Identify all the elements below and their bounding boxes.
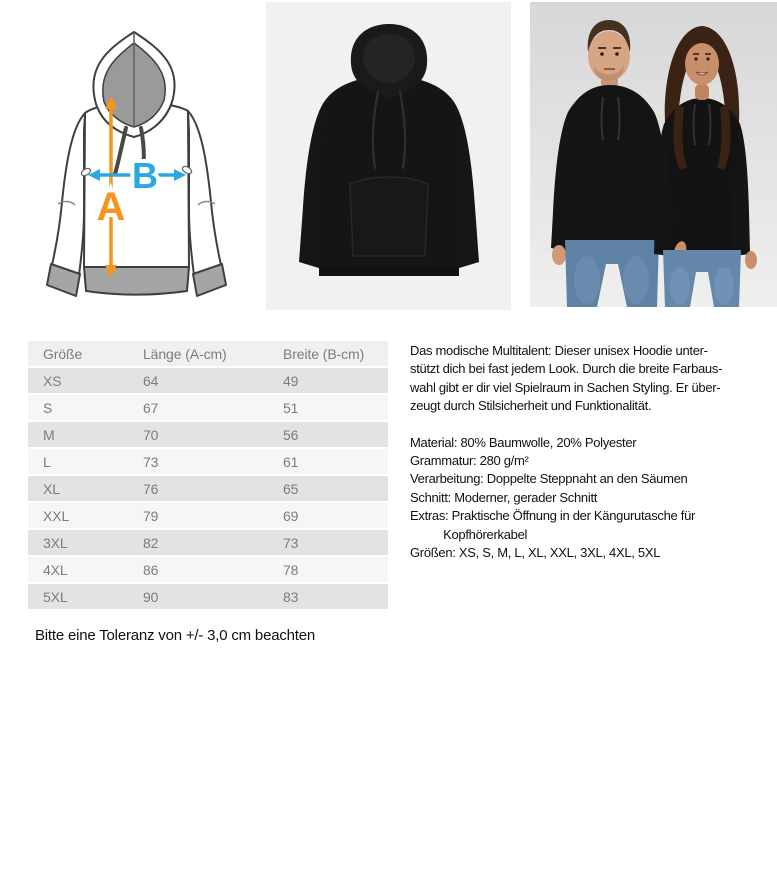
- length-label-a: A: [96, 185, 126, 229]
- man-left-eye: [600, 52, 604, 56]
- column-header-width: Breite (B-cm): [283, 345, 365, 362]
- description-line: wahl gibt er dir viel Spielraum in Sachen Styling. Er über-: [410, 379, 721, 395]
- width-cell: 56: [283, 426, 299, 443]
- length-cell: 70: [143, 426, 159, 443]
- size-table-body: [28, 368, 388, 609]
- size-table-row: [28, 557, 388, 582]
- width-cell: 69: [283, 507, 299, 524]
- woman-face: [685, 43, 719, 85]
- models-wearing-hoodies: [530, 2, 777, 310]
- length-cell: 86: [143, 561, 159, 578]
- size-cell: XL: [43, 480, 60, 497]
- hoodie-line-drawing: [22, 12, 250, 308]
- width-cell: 78: [283, 561, 299, 578]
- size-cell: 3XL: [43, 534, 68, 551]
- models-photo[interactable]: [530, 2, 777, 310]
- size-table-header: [28, 341, 388, 366]
- width-label-b: B: [132, 155, 158, 196]
- length-cell: 64: [143, 372, 159, 389]
- size-table-row: [28, 422, 388, 447]
- woman-right-eye: [706, 57, 709, 60]
- width-cell: 83: [283, 588, 299, 605]
- width-cell: 73: [283, 534, 299, 551]
- spec-line: Schnitt: Moderner, gerader Schnitt: [410, 489, 598, 505]
- width-cell: 51: [283, 399, 299, 416]
- size-table-row: [28, 584, 388, 609]
- kangaroo-pocket: [350, 177, 428, 256]
- size-table-row: [28, 368, 388, 393]
- width-cell: 65: [283, 480, 299, 497]
- size-table: [28, 341, 388, 611]
- size-cell: XXL: [43, 507, 70, 524]
- woman-hoodie-torso: [661, 98, 743, 252]
- length-cell: 76: [143, 480, 159, 497]
- description-line: zeugt durch Stilsicherheit und Funktionalität.: [410, 398, 652, 414]
- spec-line: Material: 80% Baumwolle, 20% Polyester: [410, 434, 637, 450]
- woman-left-hand: [745, 251, 757, 269]
- width-cell: 49: [283, 372, 299, 389]
- column-header-length: Länge (A-cm): [143, 345, 227, 362]
- description-intro: [410, 342, 770, 416]
- woman-jeans-wash-right: [714, 267, 734, 305]
- hoodie-right-sleeve: [188, 111, 221, 275]
- column-header-size: Größe: [43, 345, 83, 362]
- description-line: Das modische Multitalent: Dieser unisex Hoodie unter-: [410, 343, 708, 358]
- man-hoodie-torso: [563, 85, 660, 242]
- size-table-row: [28, 476, 388, 501]
- spec-line: Verarbeitung: Doppelte Steppnaht an den Säumen: [410, 471, 688, 487]
- length-cell: 79: [143, 507, 159, 524]
- woman-jeans-wash-left: [670, 267, 690, 305]
- spec-line: Grammatur: 280 g/m²: [410, 453, 529, 469]
- size-cell: S: [43, 399, 53, 416]
- description-specs: [410, 434, 770, 563]
- size-cell: XS: [43, 372, 62, 389]
- size-table-row: [28, 395, 388, 420]
- length-cell: 73: [143, 453, 159, 470]
- man-left-hand: [552, 245, 566, 265]
- size-table-row: [28, 503, 388, 528]
- spec-line: Größen: XS, S, M, L, XL, XXL, 3XL, 4XL, 5XL: [410, 545, 661, 561]
- size-cell: L: [43, 453, 51, 470]
- woman-neck: [695, 84, 709, 100]
- length-cell: 82: [143, 534, 159, 551]
- man-face: [588, 31, 630, 81]
- tolerance-note: Bitte eine Toleranz von +/- 3,0 cm beachten: [35, 627, 316, 644]
- spec-line: Extras: Praktische Öffnung in der Kängurutasche für: [410, 508, 696, 524]
- product-photo[interactable]: [266, 2, 511, 310]
- man-jeans-wash-right: [623, 256, 649, 304]
- product-description: [410, 342, 770, 562]
- man-jeans-wash-left: [574, 256, 600, 304]
- man-right-eye: [615, 52, 619, 56]
- size-cell: 4XL: [43, 561, 68, 578]
- size-cell: M: [43, 426, 55, 443]
- size-table-row: [28, 449, 388, 474]
- spec-line: Kopfhörerkabel: [410, 526, 528, 542]
- black-hoodie-front-photo: [266, 2, 511, 310]
- hoodie-hem-band: [84, 267, 189, 295]
- hoodie-left-sleeve: [52, 113, 85, 275]
- hem: [319, 268, 459, 276]
- size-table-row: [28, 530, 388, 555]
- length-cell: 90: [143, 588, 159, 605]
- size-diagram-image[interactable]: [22, 12, 250, 308]
- size-cell: 5XL: [43, 588, 68, 605]
- woman-left-eye: [694, 57, 697, 60]
- length-cell: 67: [143, 399, 159, 416]
- width-cell: 61: [283, 453, 299, 470]
- description-line: stützt dich bei fast jedem Look. Durch die breite Farbaus-: [410, 361, 723, 377]
